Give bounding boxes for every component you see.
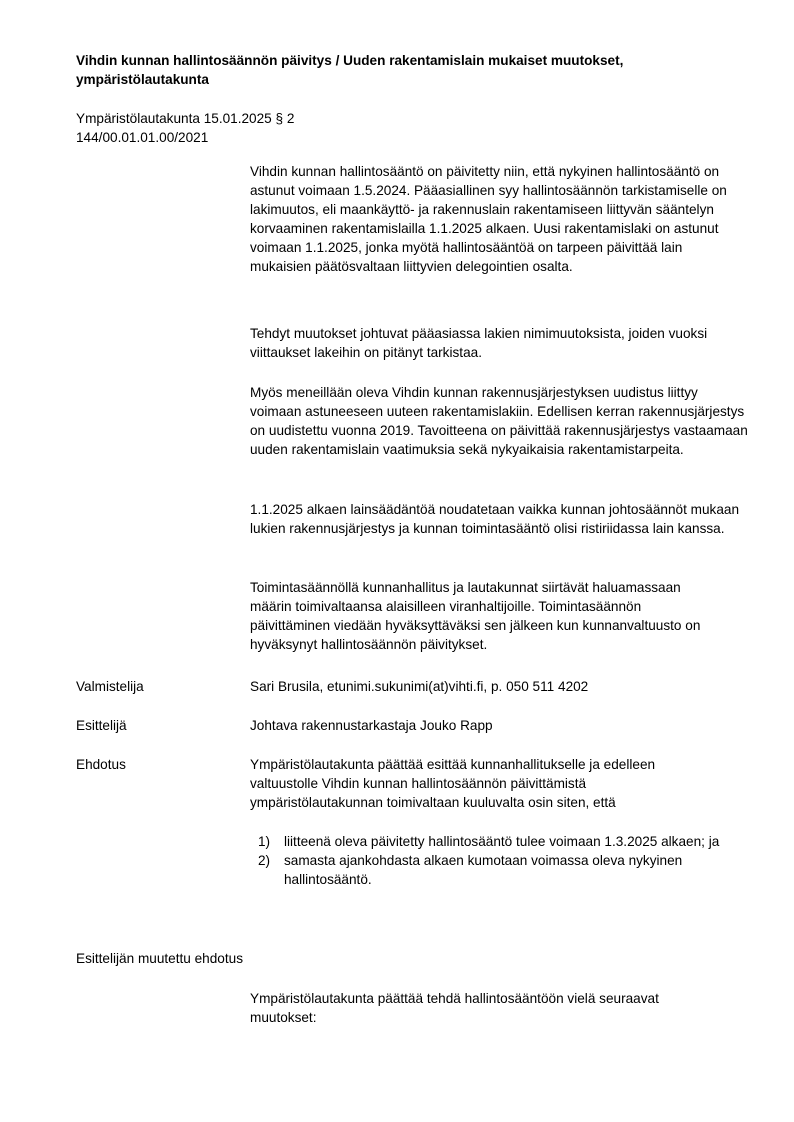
paragraph-1: [250, 162, 740, 276]
paragraph-5: [250, 578, 725, 654]
preparer-value: Sari Brusila, etunimi.sukunimi(at)vihti.fi, p. 050 511 4202: [250, 679, 589, 694]
paragraph-text: Myös meneillään oleva Vihdin kunnan rakennusjärjestyksen uudistus liittyy voimaan astuneeseen uuteen rakentamislakiin. Edellisen kerran rakennusjärjestys on uudistettu vuonna 2019. Tavoitteena on päivittää rakennusjärjestys vastaamaan uuden rakentamislain vaatimuksia sekä nykyaikaisia rakentamistarpeita.: [250, 385, 748, 457]
presenter-value: Johtava rakennustarkastaja Jouko Rapp: [250, 718, 493, 733]
list-item-text: liitteenä oleva päivitetty hallintosääntö tulee voimaan 1.3.2025 alkaen; ja: [284, 834, 720, 849]
paragraph-text: Tehdyt muutokset johtuvat pääasiassa lakien nimimuutoksista, joiden vuoksi viittaukset lakeihin on pitänyt tarkistaa.: [250, 326, 708, 360]
preparer-label: Valmistelija: [76, 679, 144, 694]
list-item-number: 2): [258, 853, 271, 868]
amended-proposal-paragraph: Ympäristölautakunta päättää tehdä hallintosääntöön vielä seuraavat muutokset:: [250, 991, 659, 1025]
proposal-list: [250, 832, 720, 889]
record-number: 144/00.01.01.00/2021: [76, 130, 209, 145]
list-item: [250, 851, 720, 889]
meeting-info: [76, 109, 476, 147]
amended-proposal-text: [250, 989, 720, 1027]
list-item-number: 1): [258, 834, 271, 849]
paragraph-text: Vihdin kunnan hallintosääntö on päivitetty niin, että nykyinen hallintosääntö on astunut voimaan 1.5.2024. Pääasiallinen syy hallintosäännön tarkistamiselle on lakimuutos, eli maankäyttö- ja rakennuslain rakentamiseen liittyvän sääntelyn korvaaminen rakentamislailla 1.1.2025 alkaen. Uusi rakentamislaki on astunut voimaan 1.1.2025, jonka myötä hallintosääntöä on tarpeen päivittää lain mukaisien päätösvaltaan liittyvien delegointien osalta.: [250, 164, 727, 274]
paragraph-4: [250, 500, 750, 538]
proposal-label: Ehdotus: [76, 757, 126, 772]
proposal-paragraph: Ympäristölautakunta päättää esittää kunnanhallitukselle ja edelleen valtuustolle Vihdin kunnan hallintosäännön päivittämistä ympäristölautakunnan toimivaltaan kuuluvalta osin siten, että: [250, 757, 656, 810]
amended-proposal-label: Esittelijän muutettu ehdotus: [76, 951, 244, 966]
paragraph-2: [250, 324, 720, 362]
meeting-reference: Ympäristölautakunta 15.01.2025 § 2: [76, 111, 295, 126]
paragraph-text: Toimintasäännöllä kunnanhallitus ja lautakunnat siirtävät haluamassaan määrin toimivaltaansa alaisilleen viranhaltijoille. Toimintasäännön päivittäminen viedään hyväksyttäväksi sen jälkeen kun kunnanvaltuusto on hyväksynyt hallintosäännön päivitykset.: [250, 580, 701, 652]
list-item: [250, 832, 720, 851]
list-item-text: samasta ajankohdasta alkaen kumotaan voimassa oleva nykyinen hallintosääntö.: [284, 853, 683, 887]
presenter-label: Esittelijä: [76, 718, 127, 733]
paragraph-3: [250, 383, 750, 459]
paragraph-text: 1.1.2025 alkaen lainsäädäntöä noudatetaan vaikka kunnan johtosäännöt mukaan lukien rakennusjärjestys ja kunnan toimintasääntö olisi ristiriidassa lain kanssa.: [250, 502, 740, 536]
proposal-text: [250, 755, 700, 812]
document-title: Vihdin kunnan hallintosäännön päivitys / Uuden rakentamislain mukaiset muutokset, ympäristölautakunta: [76, 53, 624, 87]
